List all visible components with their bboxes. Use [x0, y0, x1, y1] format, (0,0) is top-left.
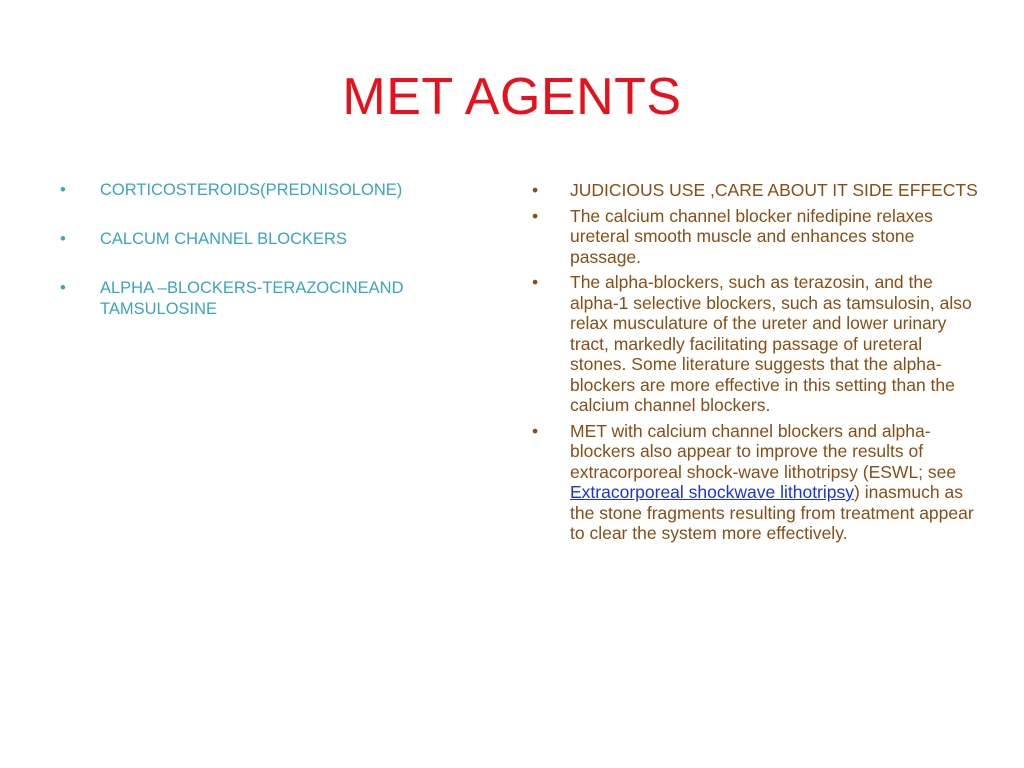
list-item-text-before-link: MET with calcium channel blockers and alpha-blockers also appear to improve the results of extracorporeal shock-wave lithotripsy (ESWL; see [570, 420, 957, 482]
list-item-text: ALPHA –BLOCKERS-TERAZOCINEAND TAMSULOSINE [100, 279, 404, 318]
bullet-icon: • [60, 279, 66, 297]
right-column [528, 180, 978, 549]
slide-title: MET AGENTS [342, 68, 682, 126]
eswl-link[interactable]: Extracorporeal shockwave lithotripsy [570, 482, 855, 502]
list-item [528, 421, 978, 544]
bullet-icon: • [532, 205, 539, 226]
bullet-icon: • [532, 180, 539, 200]
list-item-text: CORTICOSTEROIDS(PREDNISOLONE) [100, 181, 403, 199]
list-item-text [570, 421, 974, 544]
left-bullet-list [56, 180, 456, 320]
list-item [528, 206, 978, 268]
bullet-icon: • [532, 420, 539, 441]
list-item-text-after-link: ) inasmuch as the stone fragments resulting from treatment appear to clear the system more effectively. [570, 482, 974, 543]
list-item [56, 278, 456, 320]
list-item-text: CALCUM CHANNEL BLOCKERS [100, 230, 347, 248]
bullet-icon: • [532, 272, 539, 292]
bullet-icon: • [60, 181, 66, 199]
right-bullet-list [528, 180, 978, 544]
list-item [528, 180, 978, 201]
list-item [56, 229, 456, 250]
list-item [56, 180, 456, 201]
list-item-text: JUDICIOUS USE ,CARE ABOUT IT SIDE EFFECTS [570, 180, 978, 200]
list-item-text: The calcium channel blocker nifedipine relaxes ureteral smooth muscle and enhances stone passage. [570, 205, 933, 267]
left-column [56, 180, 456, 348]
list-item-text: The alpha-blockers, such as terazosin, and the alpha-1 selective blockers, such as tamsulosin, also relax musculature of the ureter and lower urinary tract, markedly facilitating passage of ureteral stones. Some literature suggests that the alpha-blockers are more effective in this setting than the calcium channel blockers. [570, 272, 972, 415]
list-item [528, 272, 978, 416]
bullet-icon: • [60, 230, 66, 248]
